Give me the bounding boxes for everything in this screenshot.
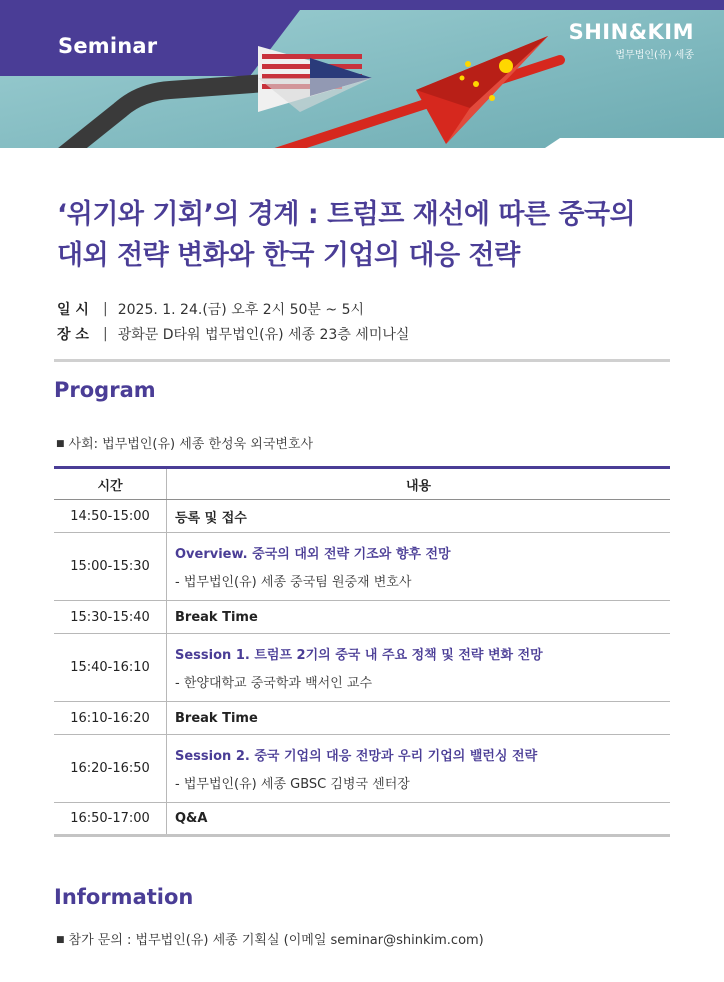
contact-line (56, 929, 484, 948)
title-line-1: ‘위기와 기회’의 경계 : 트럼프 재선에 따른 중국의 (57, 199, 636, 230)
row-content (167, 601, 671, 634)
row-title: Session 2. 중국 기업의 대응 전망과 우리 기업의 밸런싱 전략 (175, 749, 538, 764)
row-content (167, 803, 671, 836)
bullet-icon: ■ (56, 935, 65, 945)
place-row (57, 321, 409, 346)
table-row (54, 702, 670, 735)
program-table (54, 466, 670, 837)
table-row (54, 500, 670, 533)
table-row (54, 533, 670, 601)
table-row (54, 803, 670, 836)
column-header-time: 시간 (54, 468, 167, 500)
row-content (167, 702, 671, 735)
contact-text: 참가 문의 : 법무법인(유) 세종 기획실 (이메일 seminar@shinkim.com) (68, 933, 484, 948)
place-value: 광화문 D타워 법무법인(유) 세종 23층 세미나실 (117, 326, 410, 343)
row-speaker: - 한양대학교 중국학과 백서인 교수 (175, 676, 373, 691)
moderator-line (56, 433, 313, 452)
event-meta (57, 296, 409, 346)
brand-logo (569, 20, 694, 61)
table-row (54, 601, 670, 634)
row-content (167, 533, 671, 601)
seminar-badge: Seminar (58, 34, 158, 58)
row-time: 16:10-16:20 (54, 702, 167, 735)
date-separator: | (103, 300, 108, 317)
row-content (167, 735, 671, 803)
place-separator: | (103, 325, 108, 342)
date-value: 2025. 1. 24.(금) 오후 2시 50분 ~ 5시 (117, 301, 364, 318)
row-time: 16:20-16:50 (54, 735, 167, 803)
brand-name: SHIN&KIM (568, 20, 694, 44)
row-time: 15:30-15:40 (54, 601, 167, 634)
row-content (167, 634, 671, 702)
seminar-title (57, 194, 697, 276)
section-divider (54, 359, 670, 362)
table-row (54, 735, 670, 803)
program-heading: Program (54, 378, 156, 402)
moderator-text: 사회: 법무법인(유) 세종 한성욱 외국변호사 (68, 437, 314, 452)
brand-subtitle: 법무법인(유) 세종 (615, 50, 694, 61)
row-time: 16:50-17:00 (54, 803, 167, 836)
row-title: Break Time (175, 609, 258, 625)
row-title: 등록 및 접수 (175, 510, 247, 526)
table-header-row (54, 468, 670, 500)
place-label: 장 소 (57, 326, 89, 343)
title-line-2: 대외 전략 변화와 한국 기업의 대응 전략 (57, 240, 520, 271)
column-header-content: 내용 (167, 468, 671, 500)
row-speaker: - 법무법인(유) 세종 중국팀 원중재 변호사 (175, 575, 412, 590)
row-time: 14:50-15:00 (54, 500, 167, 533)
header-banner (0, 0, 724, 158)
row-title: Break Time (175, 710, 258, 726)
row-title: Session 1. 트럼프 2기의 중국 내 주요 정책 및 전략 변화 전망 (175, 648, 543, 663)
row-title: Q&A (175, 811, 208, 826)
row-time: 15:00-15:30 (54, 533, 167, 601)
row-content (167, 500, 671, 533)
row-title: Overview. 중국의 대외 전략 기조와 향후 전망 (175, 547, 451, 562)
table-row (54, 634, 670, 702)
bullet-icon: ■ (56, 439, 65, 449)
row-speaker: - 법무법인(유) 세종 GBSC 김병국 센터장 (175, 777, 410, 792)
information-heading: Information (54, 885, 194, 909)
date-label: 일 시 (57, 301, 89, 318)
row-time: 15:40-16:10 (54, 634, 167, 702)
date-row (57, 296, 409, 321)
